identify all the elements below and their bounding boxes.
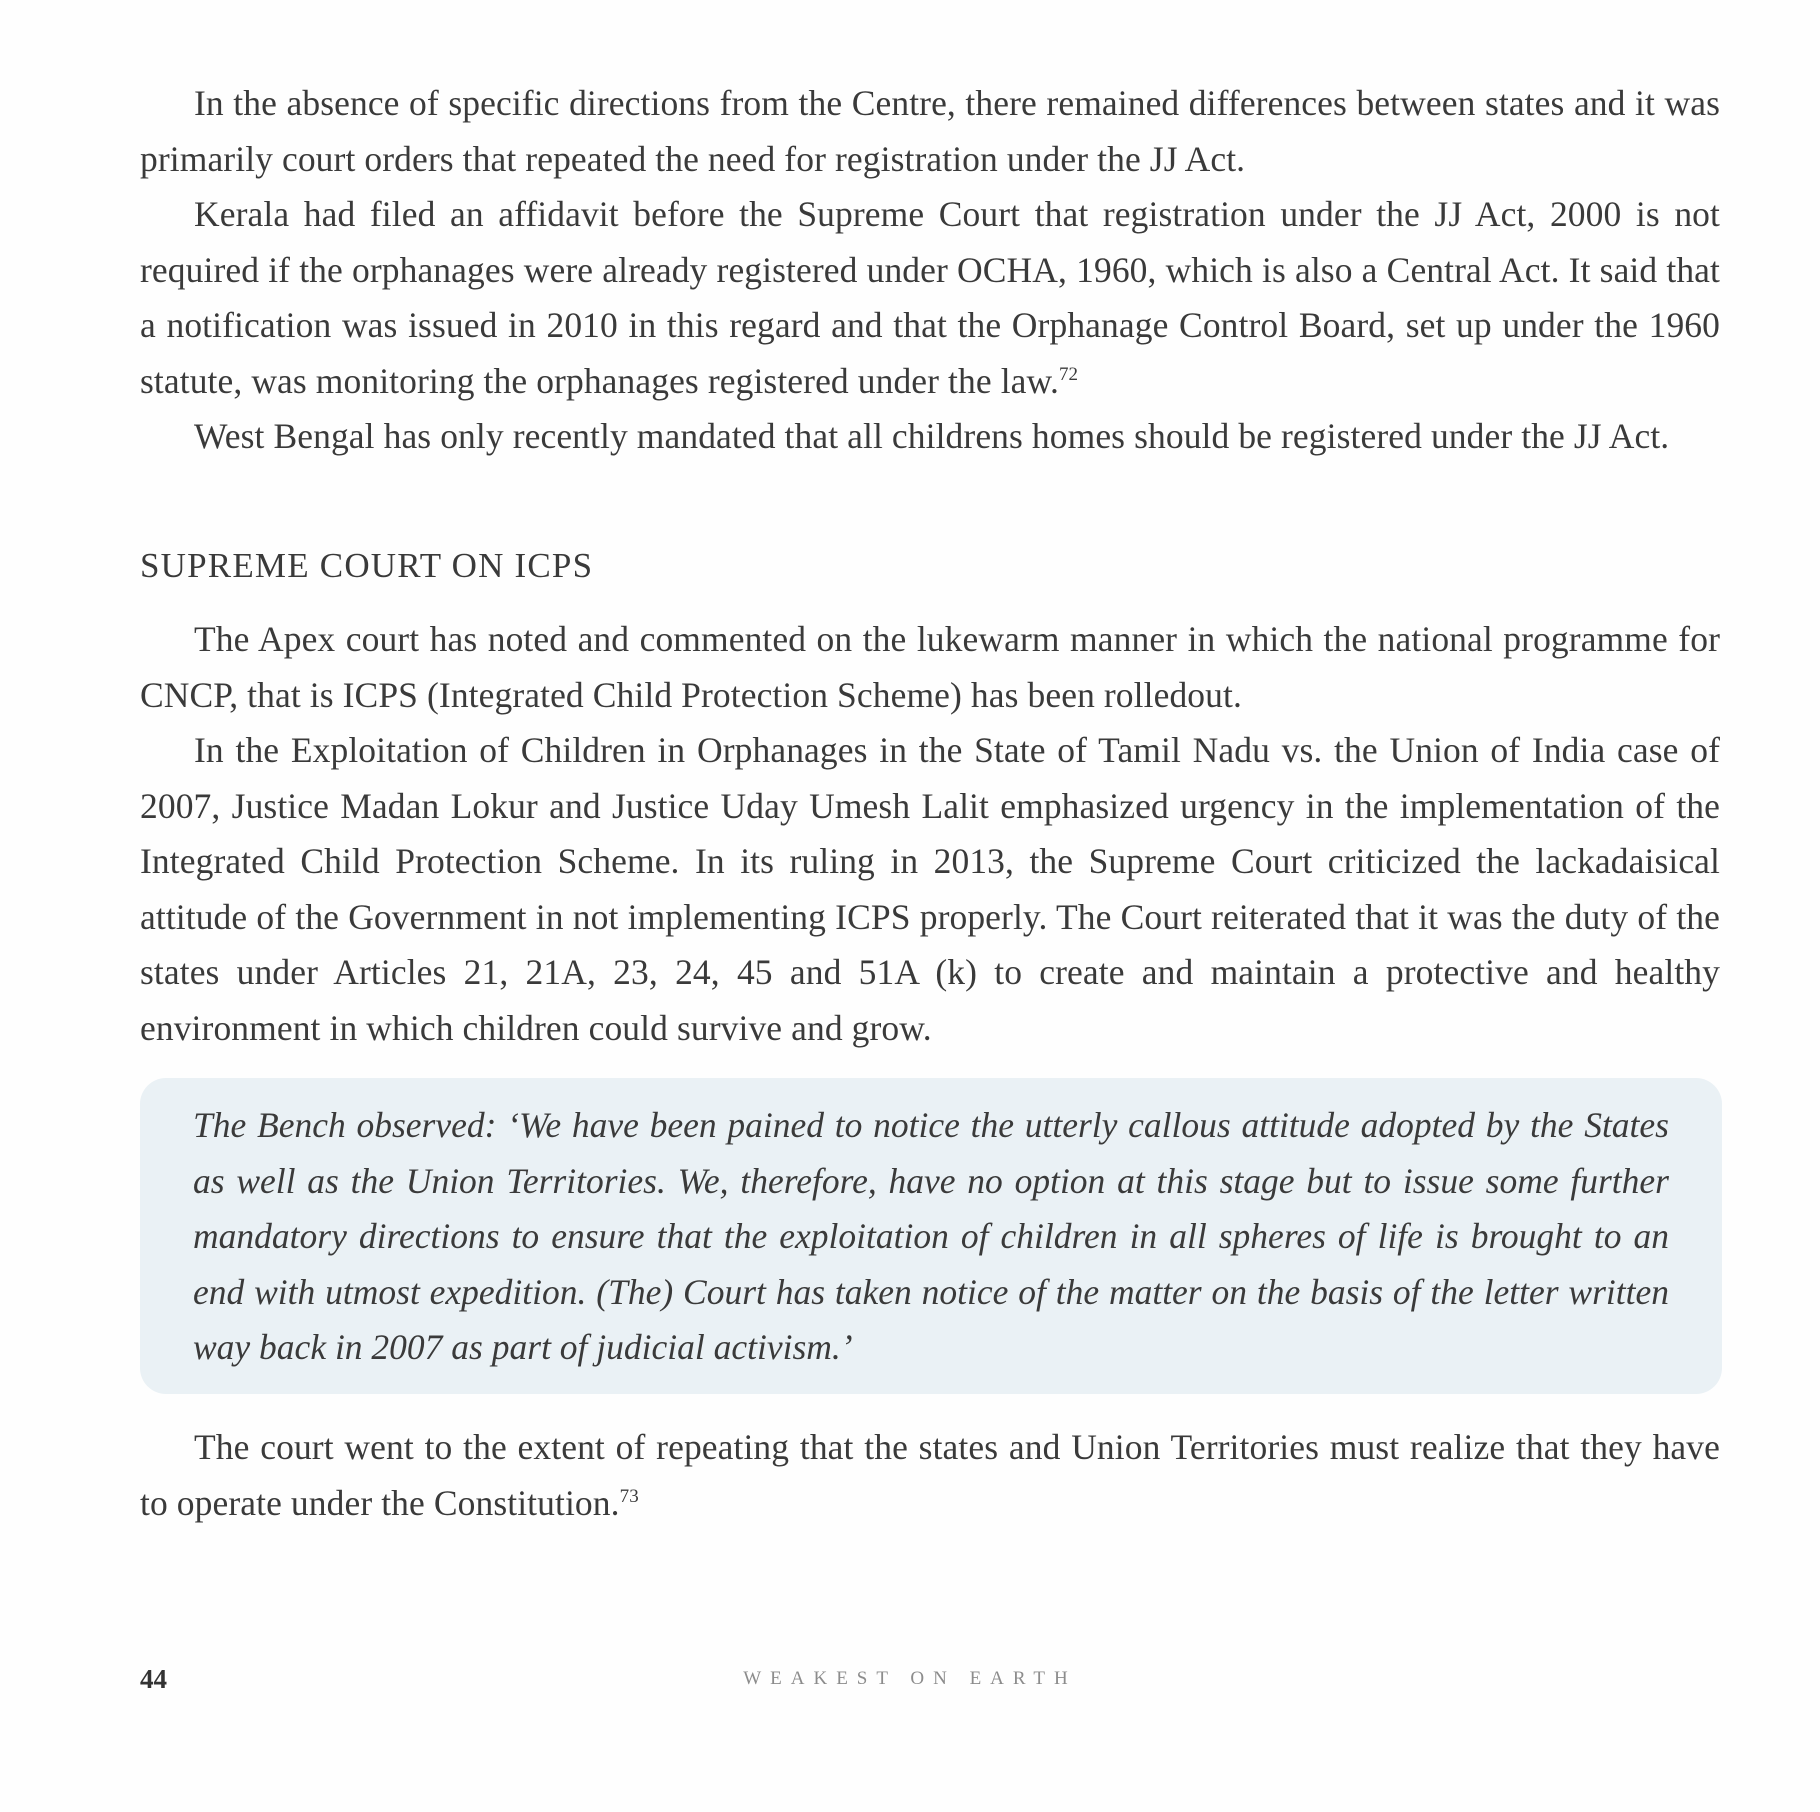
paragraph-tamil-nadu-case: In the Exploitation of Children in Orphanages in the State of Tamil Nadu vs. the Union of India case of 2007, Justice Madan Lokur and Justice Uday Umesh Lalit emphasized urgency in the implementation of the Integrated Child Protection Scheme. In its ruling in 2013, the Supreme Court criticized the lackadaisical attitude of the Government in not implementing ICPS properly. The Court reiterated that it was the duty of the states under Articles 21, 21A, 23, 24, 45 and 51A (k) to create and maintain a protective and healthy environment in which children could survive and grow.	[140, 730, 1720, 1048]
intro-paragraphs	[140, 76, 1720, 465]
bench-quote: The Bench observed: ‘We have been pained to notice the utterly callous attitude adopted by the States as well as the Union Territories. We, therefore, have no option at this stage but to issue some further mandatory directions to ensure that the exploitation of children in all spheres of life is brought to an end with utmost expedition. (The) Court has taken notice of the matter on the basis of the letter written way back in 2007 as part of judicial activism.’	[193, 1105, 1669, 1367]
paragraph-text: Kerala had filed an affidavit before the Supreme Court that registration under the JJ Act, 2000 is not required if the orphanages were already registered under OCHA, 1960, which is also a Central Act. It said that a notification was issued in 2010 in this regard and that the Orphanage Control Board, set up under the 1960 statute, was monitoring the orphanages registered under the law.	[140, 194, 1720, 401]
closing-paragraph	[140, 1420, 1720, 1531]
paragraph-west-bengal	[140, 409, 1720, 465]
running-footer-title: WEAKEST ON EARTH	[743, 1668, 1077, 1689]
paragraph-text: West Bengal has only recently mandated that all childrens homes should be registered under the JJ Act.	[194, 416, 1670, 456]
paragraph-kerala-affidavit	[140, 187, 1720, 409]
paragraph-apex-court: The Apex court has noted and commented on the lukewarm manner in which the national programme for CNCP, that is ICPS (Integrated Child Protection Scheme) has been rolledout.	[140, 619, 1720, 715]
section-heading: SUPREME COURT ON ICPS	[140, 546, 594, 585]
paragraph-constitution	[140, 1420, 1720, 1531]
paragraph-text: The court went to the extent of repeating that the states and Union Territories must realize that they have to operate under the Constitution.	[140, 1427, 1720, 1523]
paragraph-text: In the absence of specific directions from the Centre, there remained differences between states and it was primarily court orders that repeated the need for registration under the JJ Act.	[140, 83, 1720, 179]
page-number: 44	[140, 1664, 167, 1694]
footnote-ref-73: 73	[619, 1485, 639, 1507]
paragraph-centre-directions	[140, 76, 1720, 187]
footnote-ref-72: 72	[1058, 363, 1079, 385]
icps-paragraphs	[140, 612, 1720, 1056]
